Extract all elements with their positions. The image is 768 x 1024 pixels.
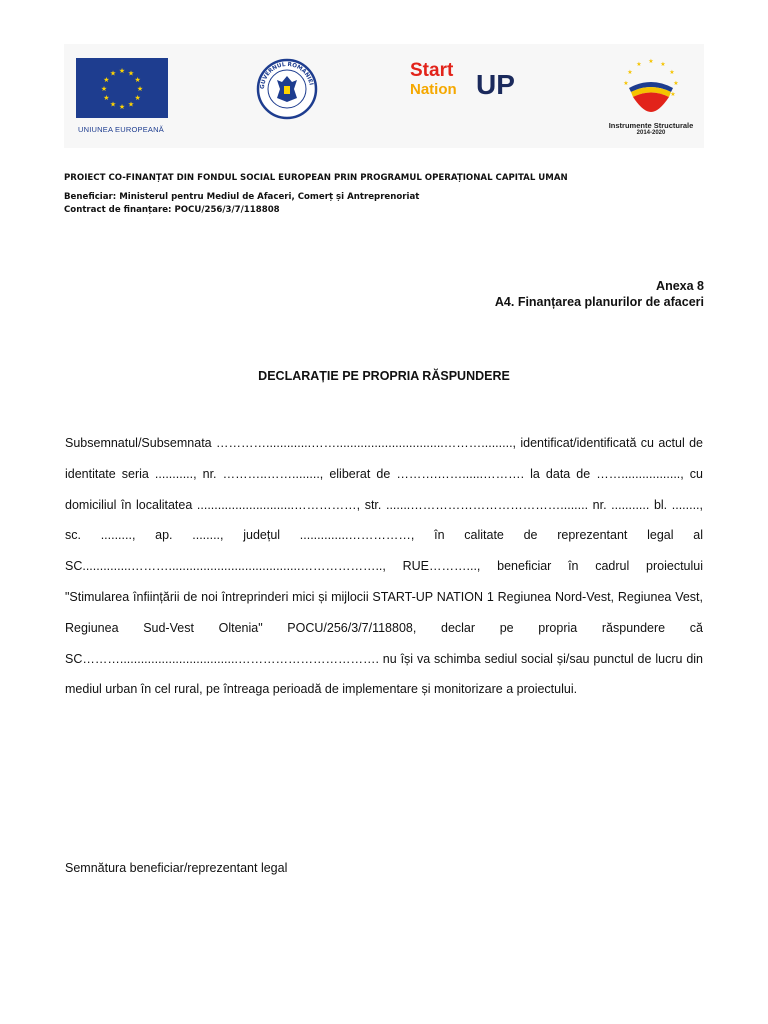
instrumente-structurale-logo bbox=[604, 54, 698, 146]
svg-text:★: ★ bbox=[670, 91, 676, 98]
svg-text:★: ★ bbox=[669, 69, 675, 76]
svg-text:★: ★ bbox=[636, 61, 642, 68]
instr-caption: Instrumente Structurale bbox=[608, 121, 694, 130]
contract-line: Contract de finanțare: POCU/256/3/7/118808 bbox=[64, 205, 280, 215]
annex-subtitle: A4. Finanțarea planurilor de afaceri bbox=[494, 295, 704, 309]
annex-heading bbox=[495, 278, 704, 310]
svg-text:★: ★ bbox=[136, 85, 144, 93]
eu-caption: UNIUNEA EUROPEANĂ bbox=[78, 125, 164, 134]
svg-text:★: ★ bbox=[134, 94, 141, 102]
svg-text:★: ★ bbox=[627, 69, 633, 76]
structural-instruments-icon bbox=[619, 54, 683, 116]
project-cofinancing-line: PROIECT CO-FINANȚAT DIN FONDUL SOCIAL EUROPEAN PRIN PROGRAMUL OPERAȚIONAL CAPITAL UMAN bbox=[64, 173, 568, 183]
eu-logo bbox=[76, 58, 168, 136]
svg-text:★: ★ bbox=[118, 103, 126, 111]
government-seal bbox=[256, 58, 318, 120]
gov-seal-icon bbox=[256, 58, 318, 120]
svg-text:★: ★ bbox=[660, 61, 666, 68]
eu-flag-icon bbox=[76, 58, 168, 118]
startup-word-start: Start bbox=[410, 60, 454, 81]
annex-number: Anexa 8 bbox=[656, 279, 704, 293]
svg-text:★: ★ bbox=[673, 80, 679, 87]
declaration-title: DECLARAȚIE PE PROPRIA RĂSPUNDERE bbox=[258, 369, 510, 383]
svg-text:★: ★ bbox=[127, 69, 135, 78]
svg-text:★: ★ bbox=[109, 100, 117, 109]
svg-text:★: ★ bbox=[109, 69, 117, 78]
declaration-body: Subsemnatul/Subsemnata ………….............……...............................………........., identificat/identificată cu actul de identitate seria ..........., nr. ………..……........, eliberat de ……….……......………. la data de ……................., cu domiciliul în localitatea ............................……………, str. .......………………………………........ nr. ........... bl. ........, sc. ........., ap. ........, județul ..............……………, în calitate de reprezentant legal al SC..............………......................................……………….., RUE………..., beneficiar în cadrul proiectului "Stimularea înființării de noi întreprinderi mici și mijlocii START-UP NATION 1 Regiunea Nord-Vest, Regiunea Vest, Regiunea Sud-Vest Oltenia" POCU/256/3/7/118808, declar pe propria răspundere că SC………..................................……………………………. nu își va schimba sediul social și/sau punctul de lucru din mediul urban în cel rural, pe întreaga perioadă de implementare și monitorizare a proiectului. bbox=[65, 436, 703, 697]
startup-word-up: UP bbox=[476, 69, 515, 100]
svg-text:★: ★ bbox=[134, 76, 141, 84]
start-up-nation-logo bbox=[406, 54, 518, 102]
svg-text:★: ★ bbox=[118, 67, 126, 75]
project-header bbox=[64, 172, 704, 217]
instr-years: 2014-2020 bbox=[636, 130, 666, 136]
gov-seal-text: GUVERNUL ROMÂNIEI bbox=[259, 61, 314, 90]
startup-word-nation: Nation bbox=[410, 81, 457, 98]
logo-band bbox=[64, 44, 704, 148]
svg-text:★: ★ bbox=[648, 58, 654, 65]
beneficiary-line: Beneficiar: Ministerul pentru Mediul de Afaceri, Comerț și Antreprenoriat bbox=[64, 192, 420, 202]
signature-label: Semnătura beneficiar/reprezentant legal bbox=[65, 861, 288, 875]
svg-text:★: ★ bbox=[103, 94, 110, 102]
svg-text:★: ★ bbox=[103, 76, 110, 84]
svg-text:★: ★ bbox=[100, 85, 108, 93]
svg-text:★: ★ bbox=[623, 80, 629, 87]
svg-text:★: ★ bbox=[127, 100, 135, 109]
